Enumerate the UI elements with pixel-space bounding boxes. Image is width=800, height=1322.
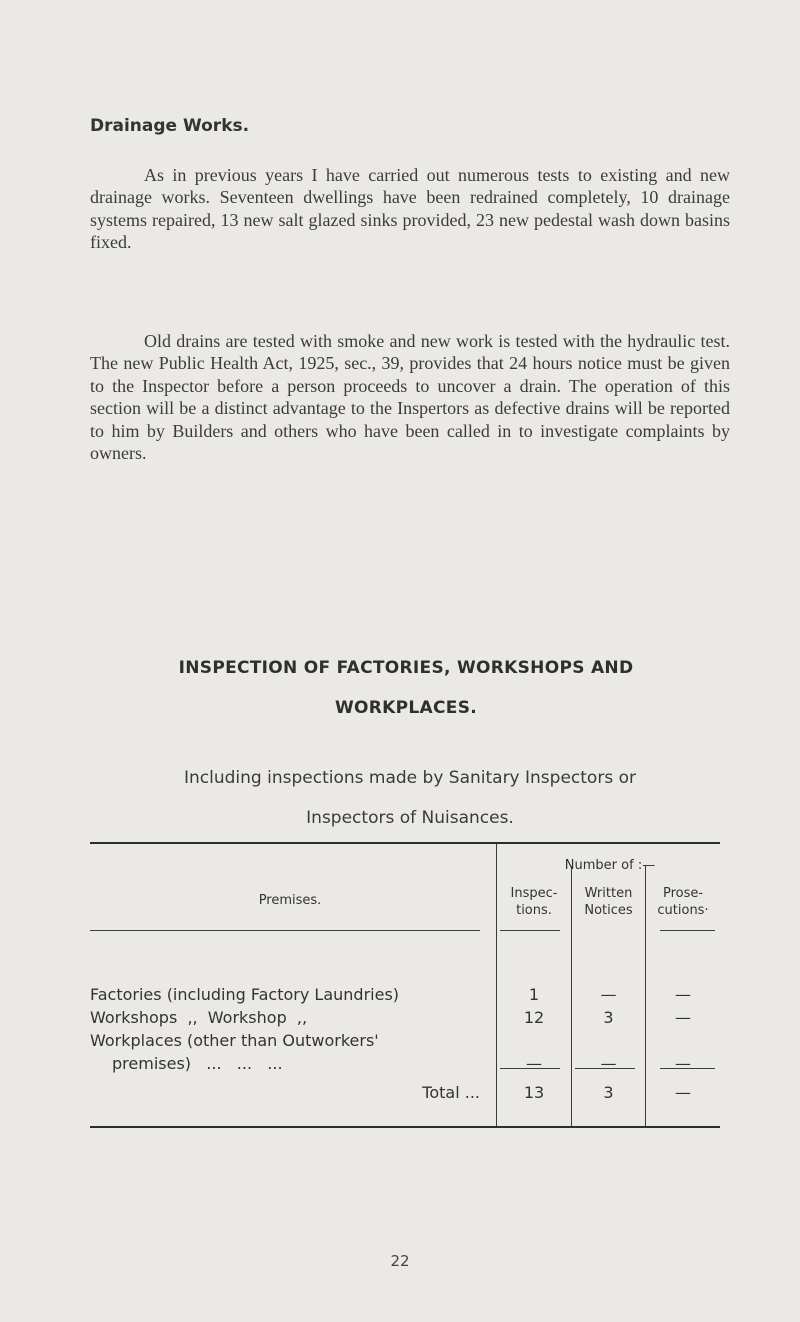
table-top-rule: [90, 842, 720, 844]
header-number-of: Number of :—: [564, 858, 656, 873]
header-underline: [500, 930, 560, 931]
inspection-heading-line2: WORKPLACES.: [334, 698, 477, 718]
total-prosecutions: —: [675, 1083, 691, 1102]
drainage-paragraph-2: Old drains are tested with smoke and new work is tested with the hydraulic test. The new Public Health Act, 1925, sec., 39, provides that 24 hours notice must be given to the Inspector before a person proceeds to uncover a drain. The operation of this section will be a distinct advantage to the Inspertors as defective drains will be reported to him by Builders and others who have been called in to investigate complaints by owners.: [90, 331, 730, 464]
row-label: Workplaces (other than Outworkers': [90, 1031, 379, 1050]
cell-prosecutions: —: [675, 1054, 691, 1073]
cell-written: 3: [603, 1008, 614, 1027]
inspection-subtitle-line1: Including inspections made by Sanitary Inspectors or: [184, 768, 636, 788]
total-inspections: 13: [523, 1083, 545, 1102]
cell-inspections: 1: [528, 985, 540, 1004]
drainage-heading: Drainage Works.: [90, 116, 250, 136]
inspection-heading: [80, 648, 732, 728]
header-underline: [90, 930, 480, 931]
drainage-paragraph-1: As in previous years I have carried out numerous tests to existing and new drainage works. Seventeen dwellings have been redrained completely, 10 drainage systems repaired, 13 new salt glazed sinks provided, 23 new pedestal wash down basins fixed.: [90, 165, 730, 253]
header-written-notices: [572, 885, 645, 919]
row-label: premises) ... ... ...: [112, 1054, 283, 1073]
header-inspections-line1: Inspec-: [510, 886, 558, 901]
total-label: Total ...: [422, 1083, 480, 1102]
cell-inspections: 12: [523, 1008, 545, 1027]
header-prosecutions-line2: cutions·: [657, 903, 709, 918]
page-number: 22: [390, 1252, 410, 1270]
inspection-subtitle: [120, 758, 700, 838]
header-inspections: [497, 885, 571, 919]
total-written: 3: [603, 1083, 614, 1102]
row-label: Factories (including Factory Laundries): [90, 985, 400, 1004]
inspection-subtitle-line2: Inspectors of Nuisances.: [306, 808, 514, 828]
cell-prosecutions: —: [675, 1008, 691, 1027]
cell-written: —: [600, 985, 617, 1004]
header-written-line1: Written: [584, 886, 633, 901]
header-inspections-line2: tions.: [516, 903, 552, 918]
header-written-line2: Notices: [584, 903, 633, 918]
header-prosecutions: [646, 885, 720, 919]
header-prosecutions-line1: Prose-: [662, 886, 704, 901]
row-label: Workshops ,, Workshop ,,: [90, 1008, 308, 1027]
cell-inspections: —: [526, 1054, 542, 1073]
table-bottom-rule: [90, 1126, 720, 1128]
header-underline: [660, 930, 715, 931]
inspection-heading-line1: INSPECTION OF FACTORIES, WORKSHOPS AND: [178, 658, 634, 678]
cell-written: —: [600, 1054, 617, 1073]
header-premises: Premises.: [258, 893, 322, 908]
cell-prosecutions: —: [675, 985, 691, 1004]
